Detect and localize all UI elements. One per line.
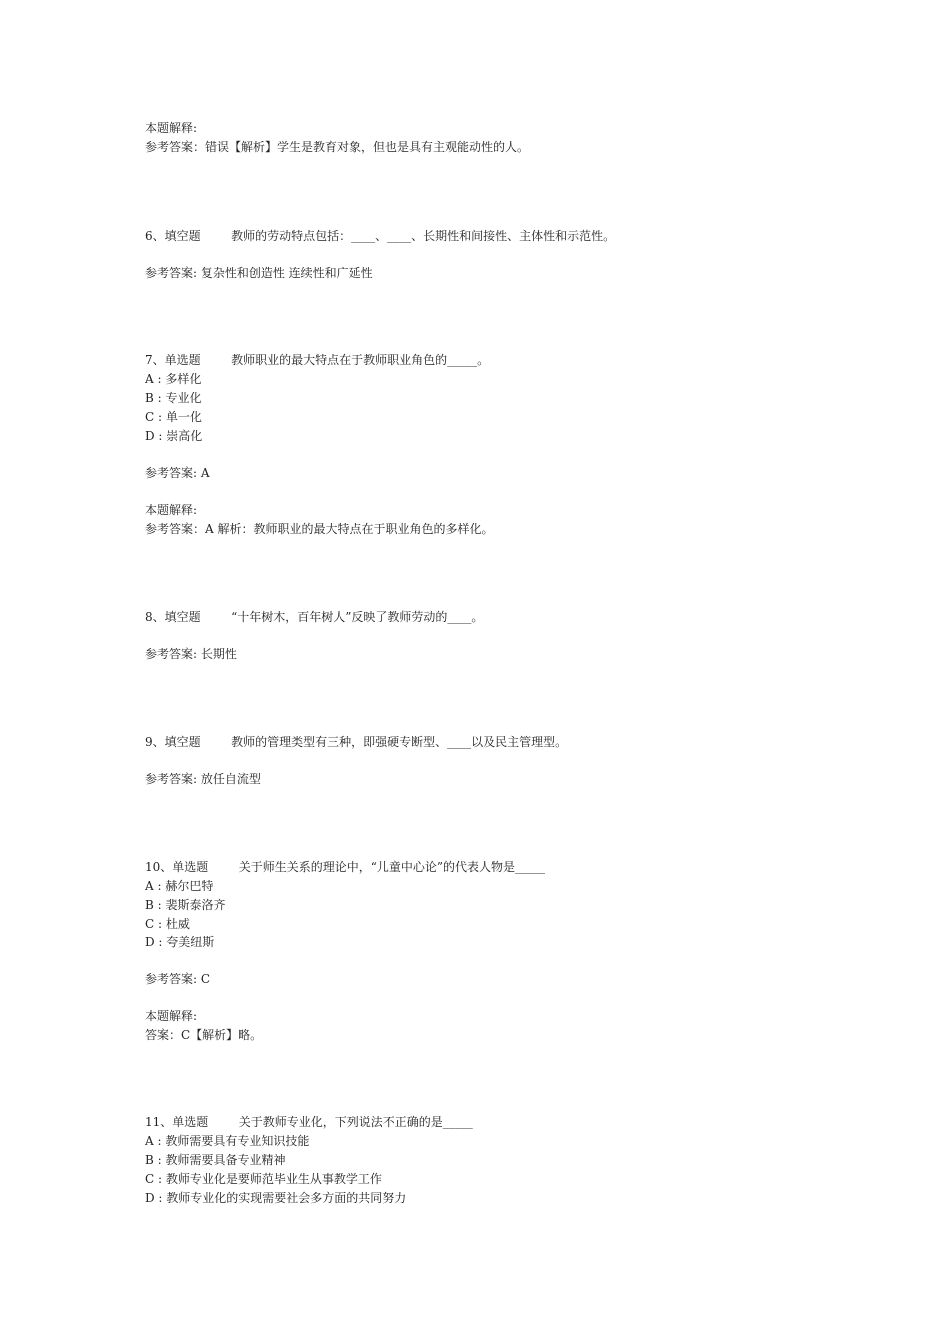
question-stem: 7、单选题 教师职业的最大特点在于教师职业角色的_____。 [145,353,490,367]
option-b: B : 教师需要具备专业精神 [145,1153,286,1167]
option-a: A : 多样化 [145,372,202,386]
explanation-text: 参考答案：错误【解析】学生是教育对象，但也是具有主观能动性的人。 [145,140,530,154]
explanation-text: 答案：C【解析】略。 [145,1028,263,1042]
explanation-text: 参考答案：A 解析：教师职业的最大特点在于职业角色的多样化。 [145,522,494,536]
answer-line: 参考答案: C [145,972,211,986]
explanation-heading: 本题解释: [145,503,198,517]
option-b: B : 裴斯泰洛齐 [145,898,226,912]
option-d: D : 夸美纽斯 [145,935,215,949]
answer-line: 参考答案: A [145,466,210,480]
answer-line: 参考答案: 放任自流型 [145,772,261,786]
question-stem: 11、单选题 关于教师专业化，下列说法不正确的是_____ [145,1115,473,1129]
explanation-heading: 本题解释: [145,121,198,135]
answer-line: 参考答案: 复杂性和创造性 连续性和广延性 [145,266,373,280]
question-stem: 9、填空题 教师的管理类型有三种，即强硬专断型、____以及民主管理型。 [145,735,568,749]
option-c: C : 杜威 [145,917,190,931]
explanation-heading: 本题解释: [145,1009,198,1023]
option-c: C : 单一化 [145,410,202,424]
option-a: A : 教师需要具有专业知识技能 [145,1134,310,1148]
option-d: D : 教师专业化的实现需要社会多方面的共同努力 [145,1191,407,1205]
option-b: B : 专业化 [145,391,202,405]
option-c: C : 教师专业化是要师范毕业生从事教学工作 [145,1172,382,1186]
answer-line: 参考答案: 长期性 [145,647,237,661]
question-stem: 8、填空题 “十年树木，百年树人”反映了教师劳动的____。 [145,610,484,624]
question-stem: 10、单选题 关于师生关系的理论中，“儿童中心论”的代表人物是_____ [145,860,546,874]
option-a: A : 赫尔巴特 [145,879,214,893]
option-d: D : 崇高化 [145,429,203,443]
question-stem: 6、填空题 教师的劳动特点包括：____、____、长期性和间接性、主体性和示范性。 [145,229,616,243]
